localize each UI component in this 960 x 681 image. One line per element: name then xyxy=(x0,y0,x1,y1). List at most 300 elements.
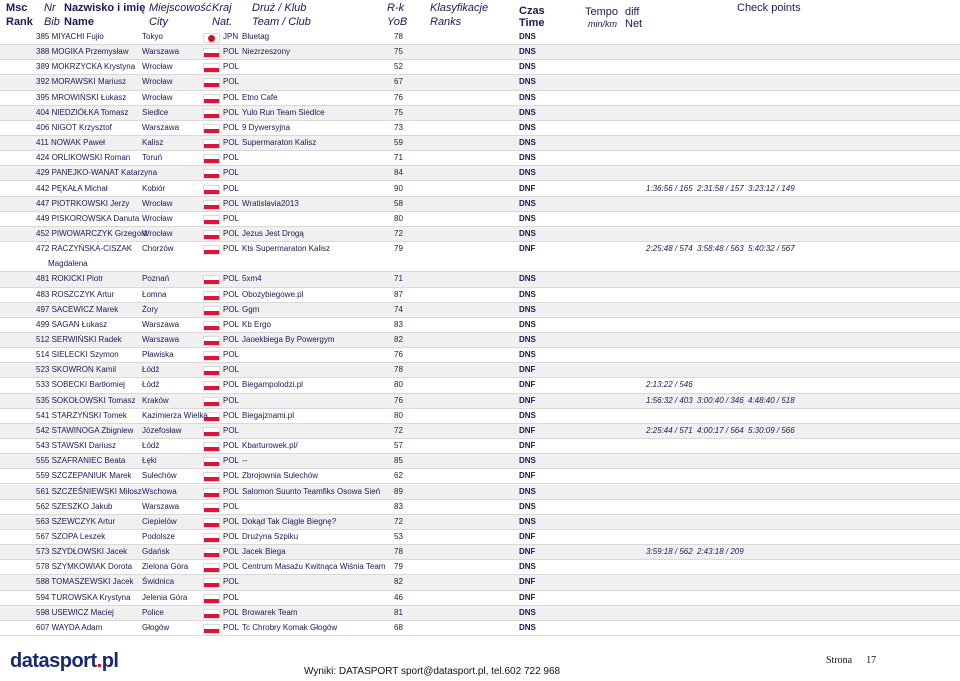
table-row xyxy=(0,227,960,242)
cell-cp1: 2:25:44 / 571 xyxy=(646,425,693,435)
table-row xyxy=(0,500,960,515)
table-row xyxy=(0,545,960,560)
cell-yob: 83 xyxy=(394,501,403,511)
cell-time: DNS xyxy=(519,486,536,496)
cell-city: Wrocław xyxy=(142,62,173,72)
cell-team: Browarek Team xyxy=(242,607,298,617)
cell-bib-name: 567 SZOPA Leszek xyxy=(36,531,106,541)
cell-team: Niezrzeszony xyxy=(242,47,291,57)
table-row xyxy=(0,182,960,197)
cell-city: Żory xyxy=(142,304,158,314)
cell-team: Salomon Suunto Teamfiks Osowa Sień xyxy=(242,486,381,496)
cell-yob: 79 xyxy=(394,562,403,572)
cell-nat: POL xyxy=(223,228,240,238)
table-row xyxy=(0,288,960,303)
cell-time: DNS xyxy=(519,622,536,632)
cell-city: Świdnica xyxy=(142,577,175,587)
poland-flag-icon xyxy=(203,200,220,210)
cell-bib-name: 483 ROSZCZYK Artur xyxy=(36,289,115,299)
cell-time: DNF xyxy=(519,471,536,481)
cell-city: Pławiska xyxy=(142,350,174,360)
cell-city: Głogów xyxy=(142,622,170,632)
header-tempo-en: min/km xyxy=(588,19,617,29)
cell-team: Kbarturowek.pl/ xyxy=(242,441,298,451)
cell-yob: 72 xyxy=(394,516,403,526)
poland-flag-icon xyxy=(203,94,220,104)
table-row xyxy=(0,151,960,166)
cell-time: DNF xyxy=(519,547,536,557)
cell-bib-name: 452 PIWOWARCZYK Grzegorz xyxy=(36,228,148,238)
cell-team: Jaoekbiega By Powergym xyxy=(242,335,335,344)
header-team-pl: Druż / Klub xyxy=(252,2,307,14)
cell-time: DNS xyxy=(519,77,536,87)
poland-flag-icon xyxy=(203,609,220,619)
cell-city: Łomna xyxy=(142,289,167,299)
cell-bib-name: 607 WAYDA Adam xyxy=(36,622,103,632)
cell-time: DNS xyxy=(519,289,536,299)
table-row xyxy=(0,575,960,590)
cell-city: Gdańsk xyxy=(142,547,170,557)
cell-team: Centrum Masażu Kwitnąca Wiśnia Team xyxy=(242,562,386,572)
table-row xyxy=(0,212,960,227)
cell-time: DNS xyxy=(519,456,536,466)
cell-time: DNS xyxy=(519,304,536,314)
cell-team: 5xm4 xyxy=(242,274,262,284)
cell-team: Kts Supermaraton Kalisz xyxy=(242,244,331,254)
header-time-en: Time xyxy=(519,17,545,29)
cell-yob: 71 xyxy=(394,274,403,284)
cell-nat: POL xyxy=(223,456,240,466)
cell-nat: POL xyxy=(223,365,240,375)
cell-team: Kb Ergo xyxy=(242,319,271,329)
page-indicator xyxy=(826,655,876,666)
cell-city: Łęki xyxy=(142,456,157,466)
table-row xyxy=(0,303,960,318)
cell-nat: POL xyxy=(223,183,240,193)
cell-time: DNF xyxy=(519,592,536,602)
cell-city: Chorzów xyxy=(142,244,174,254)
table-row xyxy=(0,242,960,272)
table-row xyxy=(0,409,960,424)
cell-yob: 80 xyxy=(394,410,403,420)
table-row xyxy=(0,272,960,287)
cell-bib-name: 514 SIELECKI Szymon xyxy=(36,350,119,360)
poland-flag-icon xyxy=(203,154,220,164)
cell-city: Wrocław xyxy=(142,77,173,87)
header-time-pl: Czas xyxy=(519,5,545,17)
cell-bib-name: 578 SZYMKOWIAK Dorota xyxy=(36,562,133,572)
cell-nat: POL xyxy=(223,335,240,344)
cell-city: Sulechów xyxy=(142,471,177,481)
cell-nat: POL xyxy=(223,395,240,405)
table-row xyxy=(0,136,960,151)
cell-nat: POL xyxy=(223,486,240,496)
cell-yob: 46 xyxy=(394,592,403,602)
header-nat-pl: Kraj xyxy=(212,2,232,14)
cell-yob: 78 xyxy=(394,365,403,375)
header-bib: Bib xyxy=(44,16,60,28)
cell-time: DNF xyxy=(519,425,536,435)
cell-yob: 89 xyxy=(394,486,403,496)
header-ranks-en: Ranks xyxy=(430,16,462,28)
cell-cp1: 1:56:32 / 403 xyxy=(646,395,693,405)
poland-flag-icon xyxy=(203,427,220,437)
cell-time: DNF xyxy=(519,577,536,587)
cell-time: DNS xyxy=(519,138,536,148)
poland-flag-icon xyxy=(203,336,220,346)
poland-flag-icon xyxy=(203,215,220,225)
cell-yob: 53 xyxy=(394,531,403,541)
poland-flag-icon xyxy=(203,594,220,604)
cell-nat: POL xyxy=(223,244,240,254)
table-row xyxy=(0,60,960,75)
cell-time: DNF xyxy=(519,395,536,405)
cell-time: DNS xyxy=(519,607,536,617)
cell-city: Wrocław xyxy=(142,198,173,208)
cell-time: DNS xyxy=(519,198,536,208)
cell-yob: 57 xyxy=(394,441,403,451)
cell-cp3: 5:30:09 / 566 xyxy=(748,425,795,435)
cell-nat: POL xyxy=(223,471,240,481)
table-row xyxy=(0,469,960,484)
cell-bib-name: 541 STARZYŃSKI Tomek xyxy=(36,410,127,420)
cell-bib-name: 555 SZAFRANIEC Beata xyxy=(36,456,126,466)
cell-nat: POL xyxy=(223,153,240,163)
cell-nat: POL xyxy=(223,425,240,435)
cell-team: Dokąd Tak Ciągle Biegnę? xyxy=(242,516,337,526)
cell-bib-name: 481 ROKICKI Piotr xyxy=(36,274,104,284)
cell-city: Poznań xyxy=(142,274,170,284)
cell-cp1: 3:59:18 / 562 xyxy=(646,547,693,557)
cell-cp3: 4:48:40 / 518 xyxy=(748,395,795,405)
cell-team: Jacek Biega xyxy=(242,547,286,557)
cell-nat: POL xyxy=(223,107,240,117)
cell-nat: POL xyxy=(223,213,240,223)
cell-cp1: 2:13:22 / 546 xyxy=(646,380,693,390)
cell-city: Podolsze xyxy=(142,531,175,541)
cell-cp2: 3:58:48 / 563 xyxy=(697,244,744,254)
cell-time: DNS xyxy=(519,562,536,572)
cell-yob: 76 xyxy=(394,92,403,102)
header-city-en: City xyxy=(149,16,168,28)
cell-team: Jezus Jest Drogą xyxy=(242,228,304,238)
poland-flag-icon xyxy=(203,548,220,558)
cell-city: Wrocław xyxy=(142,92,173,102)
header-city-pl: Miejscowość xyxy=(149,2,212,14)
table-row xyxy=(0,197,960,212)
cell-yob: 72 xyxy=(394,228,403,238)
cell-nat: POL xyxy=(223,501,240,511)
cell-cp1: 2:25:48 / 574 xyxy=(646,244,693,254)
cell-time: DNS xyxy=(519,274,536,284)
cell-time: DNS xyxy=(519,516,536,526)
cell-city: Police xyxy=(142,607,164,617)
cell-city: Ciepielów xyxy=(142,516,177,526)
cell-time: DNS xyxy=(519,228,536,238)
cell-team: Wratislavia2013 xyxy=(242,198,299,208)
cell-yob: 73 xyxy=(394,122,403,132)
cell-time: DNS xyxy=(519,319,536,329)
cell-yob: 79 xyxy=(394,244,403,254)
poland-flag-icon xyxy=(203,381,220,391)
cell-nat: POL xyxy=(223,622,240,632)
cell-city: Kazimierza Wielka xyxy=(142,410,208,420)
cell-yob: 62 xyxy=(394,471,403,481)
cell-nat: POL xyxy=(223,319,240,329)
poland-flag-icon xyxy=(203,63,220,73)
cell-yob: 58 xyxy=(394,198,403,208)
cell-team: -- xyxy=(242,456,248,466)
cell-bib-name: 449 PISKOROWSKA Danuta xyxy=(36,213,140,223)
cell-yob: 75 xyxy=(394,107,403,117)
cell-bib-name: 411 NOWAK Paweł xyxy=(36,138,105,148)
cell-yob: 80 xyxy=(394,380,403,390)
table-row xyxy=(0,91,960,106)
cell-nat: POL xyxy=(223,592,240,602)
cell-yob: 78 xyxy=(394,32,403,41)
table-row xyxy=(0,606,960,621)
header-nr: Nr xyxy=(44,2,56,14)
cell-cp1: 1:36:56 / 165 xyxy=(646,183,693,193)
table-row xyxy=(0,121,960,136)
cell-cp3: 3:23:12 / 149 xyxy=(748,183,795,193)
cell-yob: 52 xyxy=(394,62,403,72)
header-ranks-pl: Klasyfikacje xyxy=(430,2,489,14)
table-row xyxy=(0,348,960,363)
header-msc: Msc xyxy=(6,2,28,14)
cell-bib-name: 543 STAWSKI Dariusz xyxy=(36,441,117,451)
table-row xyxy=(0,515,960,530)
cell-city: Jelenia Góra xyxy=(142,592,188,602)
cell-bib-name: 389 MOKRZYCKA Krystyna xyxy=(36,62,136,72)
cell-city: Zielona Góra xyxy=(142,562,189,572)
cell-time: DNF xyxy=(519,380,536,390)
cell-time: DNS xyxy=(519,47,536,57)
table-row xyxy=(0,485,960,500)
header-diff-en: Net xyxy=(625,18,643,30)
poland-flag-icon xyxy=(203,563,220,573)
cell-city: Tokyo xyxy=(142,32,163,41)
table-row xyxy=(0,424,960,439)
header-diff-pl: diff xyxy=(625,6,640,18)
cell-yob: 81 xyxy=(394,607,403,617)
poland-flag-icon xyxy=(203,124,220,134)
cell-time: DNS xyxy=(519,410,536,420)
cell-nat: POL xyxy=(223,168,240,178)
cell-time: DNS xyxy=(519,122,536,132)
header-team-en: Team / Club xyxy=(252,16,311,28)
header-check-points: Check points xyxy=(737,2,801,14)
cell-city: Kalisz xyxy=(142,138,164,148)
cell-city: Wschowa xyxy=(142,486,177,496)
cell-nat: POL xyxy=(223,380,240,390)
table-row xyxy=(0,45,960,60)
cell-bib-name: 512 SERWIŃSKI Radek xyxy=(36,335,122,344)
cell-city: Łódź xyxy=(142,380,160,390)
cell-bib-name: 563 SZEWCZYK Artur xyxy=(36,516,116,526)
cell-yob: 72 xyxy=(394,425,403,435)
cell-time: DNS xyxy=(519,92,536,102)
table-row xyxy=(0,621,960,636)
table-header xyxy=(0,0,960,30)
cell-city: Warszawa xyxy=(142,122,180,132)
cell-team: Ggm xyxy=(242,304,260,314)
cell-yob: 67 xyxy=(394,77,403,87)
poland-flag-icon xyxy=(203,275,220,285)
cell-yob: 74 xyxy=(394,304,403,314)
cell-bib-name: 472 RACZYŃSKA-CISZAK xyxy=(36,244,133,254)
cell-nat: JPN xyxy=(223,32,239,41)
cell-time: DNF xyxy=(519,365,536,375)
table-row xyxy=(0,394,960,409)
header-yob-en: YoB xyxy=(387,16,408,28)
cell-yob: 59 xyxy=(394,138,403,148)
cell-time: DNF xyxy=(519,531,536,541)
table-row xyxy=(0,560,960,575)
cell-yob: 78 xyxy=(394,547,403,557)
cell-cp2: 2:43:18 / 209 xyxy=(697,547,744,557)
poland-flag-icon xyxy=(203,533,220,543)
table-row xyxy=(0,333,960,348)
table-row xyxy=(0,363,960,378)
header-rank: Rank xyxy=(6,16,33,28)
cell-bib-name: 385 MIYACHI Fujio xyxy=(36,32,104,41)
poland-flag-icon xyxy=(203,185,220,195)
poland-flag-icon xyxy=(203,306,220,316)
cell-bib-name: 542 STAWINOGA Zbigniew xyxy=(36,425,134,435)
poland-flag-icon xyxy=(203,397,220,407)
cell-bib-name: 499 SAGAN Łukasz xyxy=(36,319,108,329)
cell-team: Tc Chrobry Komak Głogów xyxy=(242,622,338,632)
cell-time: DNS xyxy=(519,168,536,178)
cell-time: DNF xyxy=(519,441,536,451)
poland-flag-icon xyxy=(203,321,220,331)
cell-city: Wrocław xyxy=(142,228,173,238)
cell-team: Supermaraton Kalisz xyxy=(242,138,317,148)
cell-city: Warszawa xyxy=(142,335,180,344)
header-name-en: Name xyxy=(64,16,94,28)
table-row xyxy=(0,30,960,45)
cell-nat: POL xyxy=(223,289,240,299)
cell-bib-name: 561 SZCZEŚNIEWSKI Miłosz xyxy=(36,486,142,496)
table-row xyxy=(0,530,960,545)
cell-bib-name: 573 SZYDŁOWSKI Jacek xyxy=(36,547,128,557)
cell-city: Łódź xyxy=(142,441,160,451)
cell-team: Zbrojownia Sulechów xyxy=(242,471,319,481)
poland-flag-icon xyxy=(203,624,220,634)
table-row xyxy=(0,318,960,333)
cell-cp2: 3:00:40 / 346 xyxy=(697,395,744,405)
header-yob-pl: R-k xyxy=(387,2,405,14)
cell-yob: 68 xyxy=(394,622,403,632)
cell-city: Kobiór xyxy=(142,183,166,193)
cell-nat: POL xyxy=(223,138,240,148)
cell-bib-name: 588 TOMASZEWSKI Jacek xyxy=(36,577,134,587)
cell-yob: 82 xyxy=(394,335,403,344)
header-nat-en: Nat. xyxy=(212,16,233,28)
cell-bib-name: 598 USEWICZ Maciej xyxy=(36,607,114,617)
cell-city: Warszawa xyxy=(142,319,180,329)
cell-nat: POL xyxy=(223,577,240,587)
cell-nat: POL xyxy=(223,350,240,360)
cell-nat: POL xyxy=(223,516,240,526)
cell-city: Kraków xyxy=(142,395,169,405)
poland-flag-icon xyxy=(203,488,220,498)
cell-time: DNS xyxy=(519,153,536,163)
cell-nat: POL xyxy=(223,198,240,208)
datasport-logo: datasport.pl xyxy=(10,650,119,672)
poland-flag-icon xyxy=(203,457,220,467)
cell-nat: POL xyxy=(223,547,240,557)
cell-nat: POL xyxy=(223,607,240,617)
cell-city: Józefosław xyxy=(142,425,182,435)
cell-time: DNS xyxy=(519,32,536,41)
poland-flag-icon xyxy=(203,366,220,376)
cell-yob: 80 xyxy=(394,213,403,223)
cell-bib-name: 442 PĘKAŁA Michał xyxy=(36,183,108,193)
cell-team: Obozybiegowe.pl xyxy=(242,289,304,299)
cell-nat: POL xyxy=(223,531,240,541)
poland-flag-icon xyxy=(203,578,220,588)
cell-team: 9 Dywersyjna xyxy=(242,122,291,132)
table-row xyxy=(0,439,960,454)
table-row xyxy=(0,106,960,121)
poland-flag-icon xyxy=(203,472,220,482)
poland-flag-icon xyxy=(203,442,220,452)
header-tempo-pl: Tempo xyxy=(585,6,619,18)
cell-bib-name-continued: Magdalena xyxy=(48,259,88,269)
cell-bib-name: 447 PIOTRKOWSKI Jerzy xyxy=(36,198,130,208)
cell-bib-name: 535 SOKOŁOWSKI Tomasz xyxy=(36,395,136,405)
header-name-pl: Nazwisko i imię xyxy=(64,2,146,14)
cell-bib-name: 594 TUROWSKA Krystyna xyxy=(36,592,131,602)
cell-city: Warszawa xyxy=(142,47,180,57)
table-row xyxy=(0,454,960,469)
poland-flag-icon xyxy=(203,351,220,361)
cell-nat: POL xyxy=(223,47,240,57)
cell-yob: 84 xyxy=(394,168,403,178)
cell-bib-name: 562 SZESZKO Jakub xyxy=(36,501,113,511)
cell-bib-name: 533 SOBECKI Bartłomiej xyxy=(36,380,125,390)
cell-time: DNS xyxy=(519,107,536,117)
table-row xyxy=(0,378,960,393)
cell-yob: 71 xyxy=(394,153,403,163)
poland-flag-icon xyxy=(203,291,220,301)
cell-bib-name: 497 SACEWICZ Marek xyxy=(36,304,119,314)
cell-city: Warszawa xyxy=(142,501,180,511)
cell-yob: 85 xyxy=(394,456,403,466)
cell-time: DNF xyxy=(519,183,536,193)
cell-bib-name: 395 MROWIŃSKI Łukasz xyxy=(36,92,127,102)
cell-team: Yulo Run Team Siedlce xyxy=(242,107,325,117)
cell-time: DNS xyxy=(519,62,536,72)
poland-flag-icon xyxy=(203,78,220,88)
cell-yob: 90 xyxy=(394,183,403,193)
cell-nat: POL xyxy=(223,410,240,420)
page-label: Strona xyxy=(826,655,853,666)
cell-yob: 82 xyxy=(394,577,403,587)
cell-nat: POL xyxy=(223,62,240,72)
cell-city: Toruń xyxy=(142,153,163,163)
cell-bib-name: 388 MOGIKA Przemysław xyxy=(36,47,129,57)
cell-bib-name: 429 PANEJKO-WANAT Katarzyna xyxy=(36,168,158,178)
poland-flag-icon xyxy=(203,48,220,58)
cell-bib-name: 404 NIEDZIÓŁKA Tomasz xyxy=(36,107,129,117)
cell-team: Drużyna Szpiku xyxy=(242,531,299,541)
table-row xyxy=(0,591,960,606)
cell-yob: 76 xyxy=(394,350,403,360)
cell-yob: 83 xyxy=(394,319,403,329)
